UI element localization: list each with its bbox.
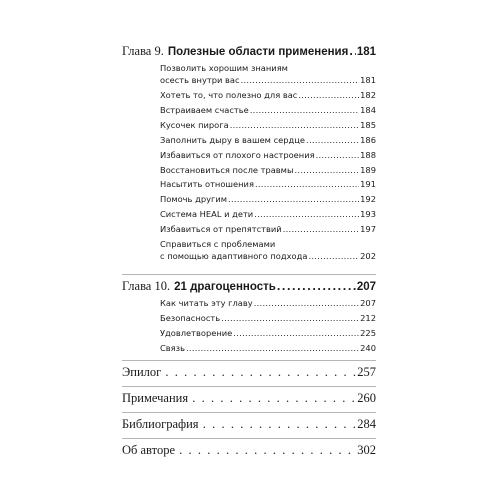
- toc-entry-label: Связь: [160, 342, 185, 353]
- toc-entry[interactable]: [160, 343, 376, 355]
- toc-entry-label: Избавиться от препятствий: [160, 224, 282, 235]
- dot-leader: [241, 75, 360, 87]
- toc-entry-label: Помочь другим: [160, 194, 228, 205]
- chapter-10-title: 21 драгоценность: [174, 280, 276, 293]
- toc-entry[interactable]: [160, 194, 376, 206]
- toc-entry-label: Безопасность: [160, 312, 221, 323]
- toc-entry[interactable]: [160, 135, 376, 147]
- toc-entry-page: 202: [360, 251, 376, 262]
- toc-backmatter-epilogue[interactable]: [122, 365, 376, 383]
- dot-leader: [221, 313, 359, 325]
- chapter-10-entries: [160, 298, 376, 355]
- section-divider: [122, 412, 376, 413]
- toc-entry-page: 197: [360, 224, 376, 235]
- toc-entry-page: 260: [357, 391, 376, 406]
- dot-leader: [233, 328, 359, 340]
- toc-entry-page: 284: [357, 417, 376, 432]
- toc-entry-label-line1: Справиться с проблемами: [160, 239, 276, 250]
- toc-entry-label: Об авторе: [122, 443, 175, 458]
- dot-leader: [283, 224, 359, 236]
- toc-entry[interactable]: [160, 313, 376, 325]
- toc-entry-page: 189: [360, 164, 376, 175]
- toc-entry[interactable]: [160, 224, 376, 236]
- toc-entry[interactable]: [160, 298, 376, 310]
- dot-leader: [254, 298, 359, 310]
- dot-leader: [277, 279, 356, 293]
- toc-backmatter-bibliography[interactable]: [122, 417, 376, 435]
- toc-entry-page: 212: [360, 312, 376, 323]
- toc-entry[interactable]: [160, 209, 376, 221]
- toc-entry-page: 257: [357, 365, 376, 380]
- chapter-9-label: [122, 44, 348, 59]
- toc-entry-page: 184: [360, 104, 376, 115]
- chapter-9-entries: [160, 63, 376, 263]
- dot-leader: [162, 365, 356, 380]
- toc-entry-label-line1: Позволить хорошим знаниям: [160, 63, 288, 73]
- toc-entry[interactable]: [160, 63, 376, 86]
- toc-entry[interactable]: [160, 179, 376, 191]
- toc-entry[interactable]: [160, 150, 376, 162]
- dot-leader: [186, 343, 359, 355]
- toc-entry-label: Библиография: [122, 417, 199, 432]
- toc-entry-page: 302: [357, 443, 376, 458]
- dot-leader: [298, 90, 359, 102]
- chapter-10-heading[interactable]: [122, 279, 376, 297]
- chapter-10-prefix: Глава 10.: [122, 278, 171, 293]
- toc-entry-label-line2: осесть внутри вас: [160, 74, 240, 85]
- toc-entry-label: Заполнить дыру в вашем сердце: [160, 134, 306, 145]
- dot-leader: [306, 135, 359, 147]
- toc-entry-page: 186: [360, 134, 376, 145]
- toc-entry-label: Избавиться от плохого настроения: [160, 149, 315, 160]
- toc-entry[interactable]: [160, 239, 376, 262]
- toc-backmatter-about-author[interactable]: [122, 443, 376, 461]
- toc-entry-label: Кусочек пирога: [160, 119, 229, 130]
- toc-entry[interactable]: [160, 90, 376, 102]
- toc-entry-label: Встраиваем счастье: [160, 104, 249, 115]
- toc-entry-page: 193: [360, 209, 376, 220]
- chapter-9-title: Полезные области применения: [167, 46, 349, 58]
- toc-entry-label: Удовлетворение: [160, 327, 233, 338]
- section-divider: [122, 360, 376, 361]
- section-divider: [122, 386, 376, 387]
- dot-leader: [228, 194, 359, 206]
- dot-leader: [250, 105, 359, 117]
- chapter-10-page: 207: [356, 280, 376, 293]
- toc-entry-page: 181: [360, 74, 376, 85]
- dot-leader: [176, 443, 356, 458]
- toc-entry-label: Восстановиться после травмы: [160, 164, 294, 175]
- chapter-9-prefix: Глава 9.: [122, 44, 164, 58]
- toc-entry-page: 225: [360, 327, 376, 338]
- chapter-9-heading[interactable]: [122, 44, 376, 62]
- toc-backmatter-notes[interactable]: [122, 391, 376, 409]
- toc-entry-page: 192: [360, 194, 376, 205]
- toc-entry-label: Хотеть то, что полезно для вас: [160, 89, 298, 100]
- chapter-10-label: [122, 279, 276, 294]
- dot-leader: [295, 165, 360, 177]
- section-divider: [122, 274, 376, 275]
- chapter-9-page: 181: [356, 46, 376, 58]
- table-of-contents: [122, 44, 376, 461]
- toc-entry-label: Эпилог: [122, 365, 162, 380]
- dot-leader: [255, 179, 359, 191]
- toc-entry-label: Примечания: [122, 391, 189, 406]
- toc-entry-label: Как читать эту главу: [160, 297, 253, 308]
- toc-entry-page: 191: [360, 179, 376, 190]
- dot-leader: [200, 417, 357, 432]
- toc-entry-page: 207: [360, 297, 376, 308]
- toc-entry[interactable]: [160, 165, 376, 177]
- dot-leader: [230, 120, 359, 132]
- toc-entry[interactable]: [160, 120, 376, 132]
- toc-entry-page: 240: [360, 342, 376, 353]
- dot-leader: [254, 209, 359, 221]
- toc-entry[interactable]: [160, 105, 376, 117]
- dot-leader: [349, 44, 355, 58]
- dot-leader: [316, 150, 360, 162]
- toc-entry-page: 185: [360, 119, 376, 130]
- toc-entry-label: Система HEAL и дети: [160, 209, 254, 220]
- dot-leader: [308, 251, 359, 263]
- toc-entry-page: 182: [360, 89, 376, 100]
- toc-entry-label: Насытить отношения: [160, 179, 254, 190]
- dot-leader: [189, 391, 356, 406]
- toc-entry-page: 188: [360, 149, 376, 160]
- toc-entry[interactable]: [160, 328, 376, 340]
- toc-entry-label-line2: с помощью адаптивного подхода: [160, 251, 308, 262]
- section-divider: [122, 438, 376, 439]
